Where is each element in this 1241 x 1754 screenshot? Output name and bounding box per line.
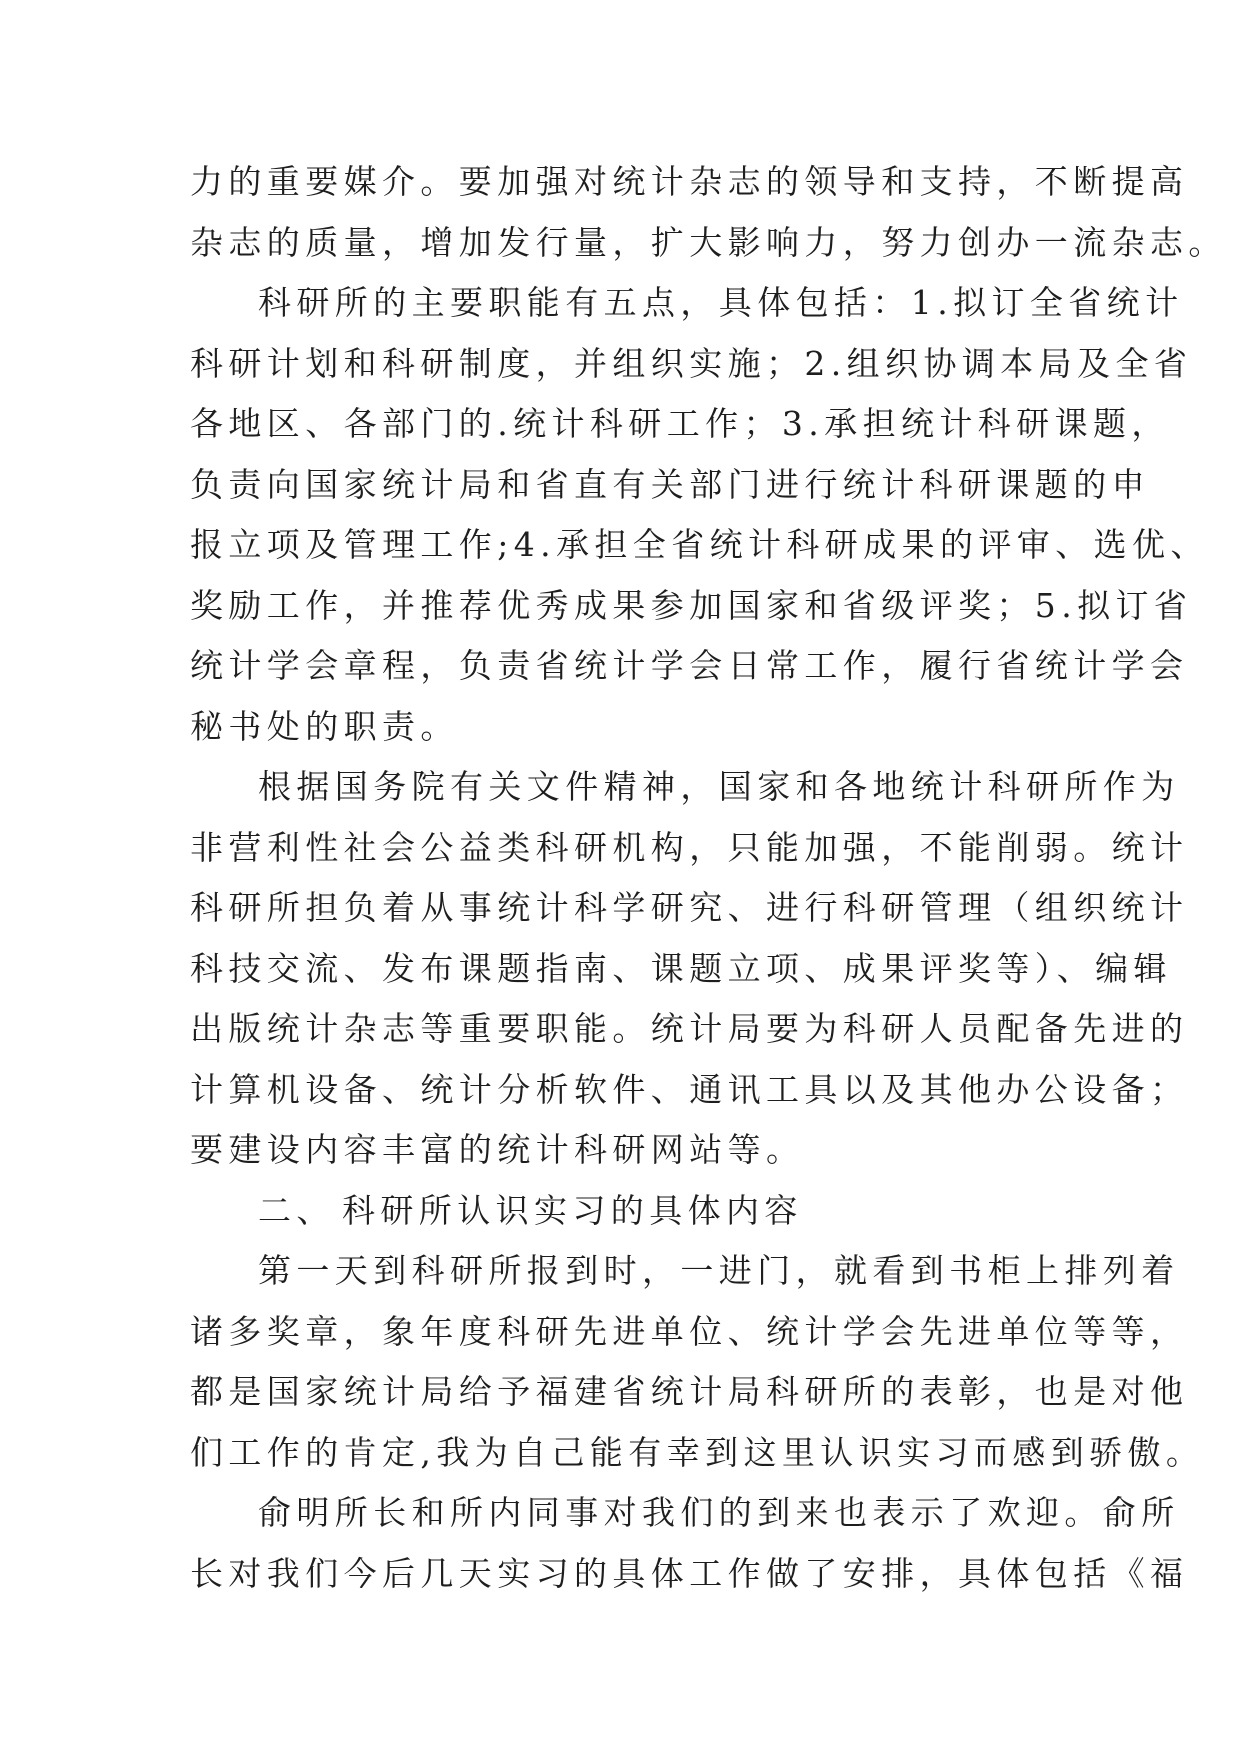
text-line: 出版统计杂志等重要职能。统计局要为科研人员配备先进的 <box>190 1009 1189 1048</box>
paragraph-start-line: 第一天到科研所报到时，一进门，就看到书柜上排列着 <box>258 1251 1180 1290</box>
text-line: 秘书处的职责。 <box>190 706 459 746</box>
text-line: 奖励工作，并推荐优秀成果参加国家和省级评奖；5.拟订省 <box>190 585 1193 625</box>
text-line: 统计学会章程，负责省统计学会日常工作，履行省统计学会 <box>190 646 1189 685</box>
text-line: 都是国家统计局给予福建省统计局科研所的表彰，也是对他 <box>190 1372 1189 1411</box>
text-line: 科研所担负着从事统计科学研究、进行科研管理（组织统计 <box>190 888 1189 927</box>
text-line: 非营利性社会公益类科研机构，只能加强，不能削弱。统计 <box>190 827 1189 867</box>
section-title: 科研所认识实习的具体内容 <box>342 1190 803 1230</box>
text-line: 科技交流、发布课题指南、课题立项、成果评奖等）、编辑 <box>190 948 1172 988</box>
paragraph-start-line: 根据国务院有关文件精神，国家和各地统计科研所作为 <box>258 767 1180 806</box>
paragraph-start-line: 科研所的主要职能有五点，具体包括：1.拟订全省统计 <box>258 283 1184 322</box>
text-line: 长对我们今后几天实习的具体工作做了安排，具体包括《福 <box>190 1553 1189 1593</box>
text-line: 诸多奖章，象年度科研先进单位、统计学会先进单位等等， <box>190 1311 1189 1351</box>
section-number: 二、 <box>258 1190 335 1230</box>
text-line: 要建设内容丰富的统计科研网站等。 <box>190 1130 805 1169</box>
text-line: 负责向国家统计局和省直有关部门进行统计科研课题的申 <box>190 464 1150 504</box>
section-heading <box>190 1181 1050 1242</box>
text-line: 力的重要媒介。要加强对统计杂志的领导和支持，不断提高 <box>190 162 1189 201</box>
document-body <box>190 152 1227 1604</box>
text-line: 计算机设备、统计分析软件、通讯工具以及其他办公设备； <box>190 1069 1189 1109</box>
text-line: 各地区、各部门的.统计科研工作；3.承担统计科研课题， <box>190 404 1170 443</box>
paragraph-start-line: 俞明所长和所内同事对我们的到来也表示了欢迎。俞所 <box>258 1493 1180 1532</box>
text-line: 杂志的质量，增加发行量，扩大影响力，努力创办一流杂志。 <box>190 222 1227 262</box>
text-line: 们工作的肯定,我为自己能有幸到这里认识实习而感到骄傲。 <box>190 1432 1205 1472</box>
text-line: 科研计划和科研制度，并组织实施；2.组织协调本局及全省 <box>190 343 1193 383</box>
text-line: 报立项及管理工作;4.承担全省统计科研成果的评审、选优、 <box>190 525 1209 564</box>
